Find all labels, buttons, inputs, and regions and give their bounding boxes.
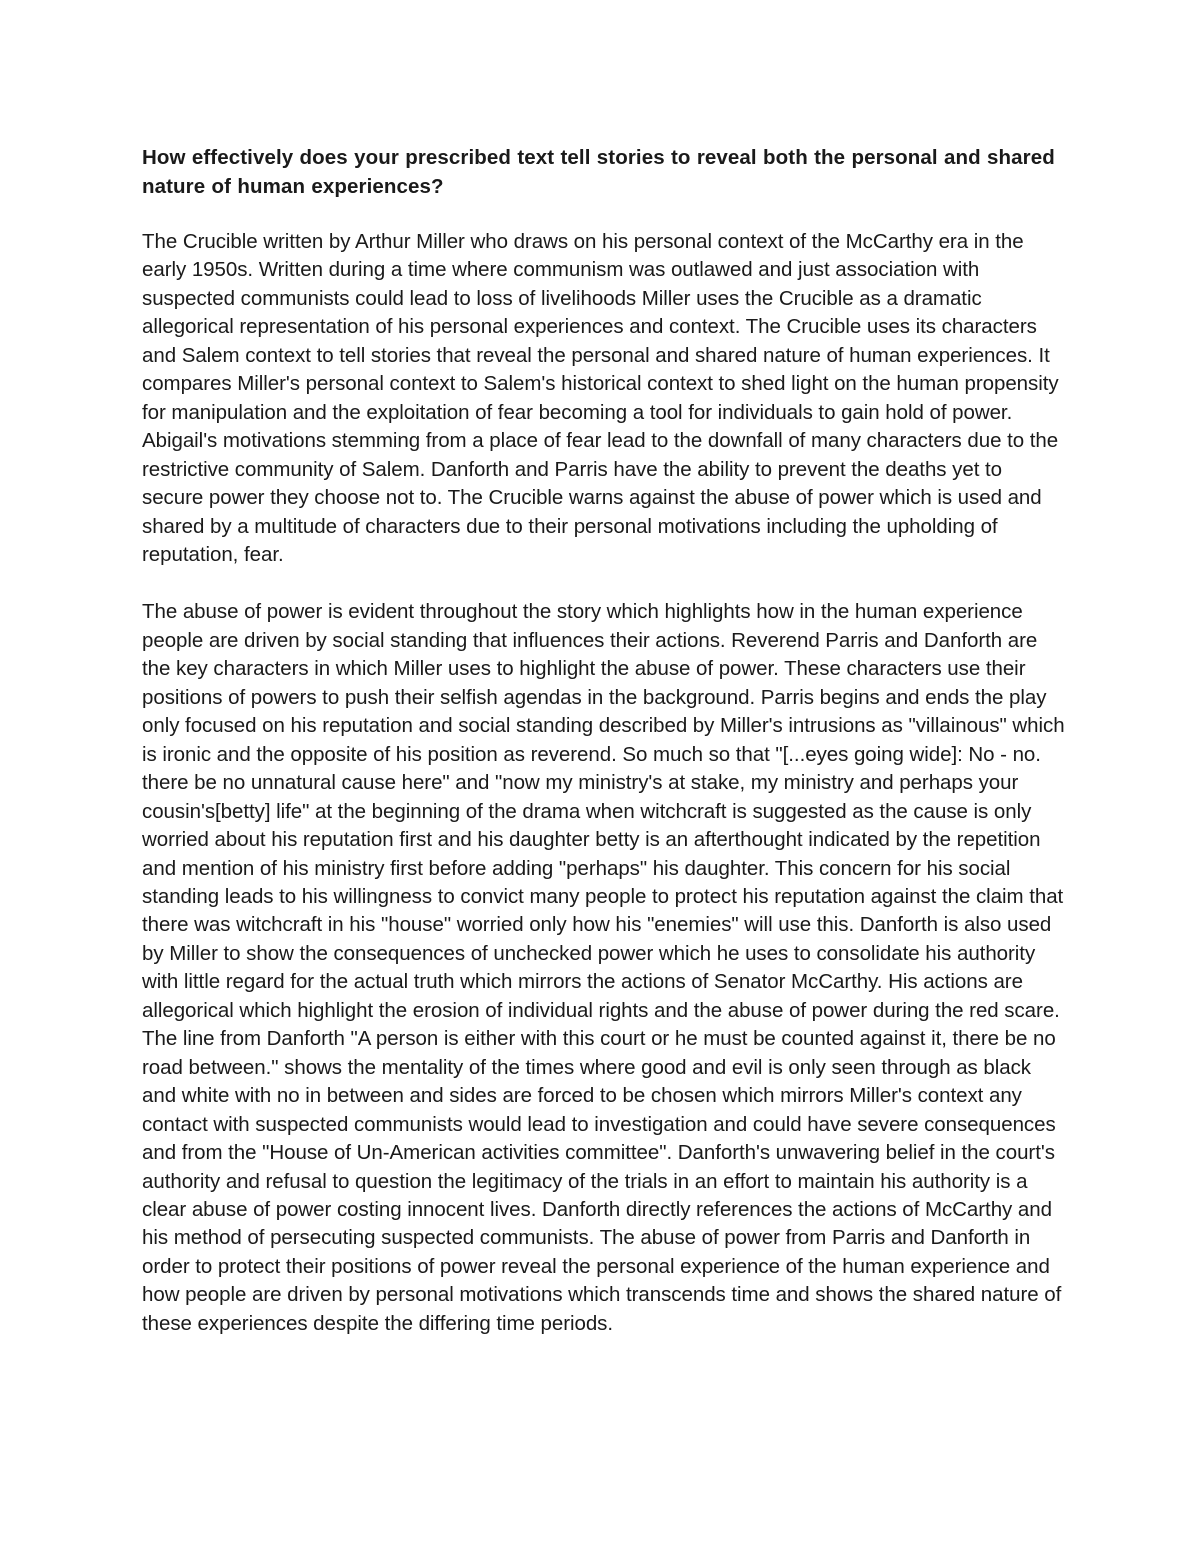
document-body bbox=[142, 143, 1067, 1338]
essay-question-heading: How effectively does your prescribed text tell stories to reveal both the personal and shared nature of human experiences? bbox=[142, 146, 1055, 198]
paragraph-introduction: The Crucible written by Arthur Miller who draws on his personal context of the McCarthy era in the early 1950s. Written during a time where communism was outlawed and just association with suspected communists could lead to loss of livelihoods Miller uses the Crucible as a dramatic allegorical representation of his personal experiences and context. The Crucible uses its characters and Salem context to tell stories that reveal the personal and shared nature of human experiences. It compares Miller's personal context to Salem's historical context to shed light on the human propensity for manipulation and the exploitation of fear becoming a tool for individuals to gain hold of power. Abigail's motivations stemming from a place of fear lead to the downfall of many characters due to the restrictive community of Salem. Danforth and Parris have the ability to prevent the deaths yet to secure power they choose not to. The Crucible warns against the abuse of power which is used and shared by a multitude of characters due to their personal motivations including the upholding of reputation, fear. bbox=[142, 230, 1059, 566]
paragraph-body: The abuse of power is evident throughout the story which highlights how in the human experience people are driven by social standing that influences their actions. Reverend Parris and Danforth are the key characters in which Miller uses to highlight the abuse of power. These characters use their positions of powers to push their selfish agendas in the background. Parris begins and ends the play only focused on his reputation and social standing described by Miller's intrusions as "villainous" which is ironic and the opposite of his position as reverend. So much so that "[...eyes going wide]: No - no. there be no unnatural cause here" and "now my ministry's at stake, my ministry and perhaps your cousin's[betty] life" at the beginning of the drama when witchcraft is suggested as the cause is only worried about his reputation first and his daughter betty is an afterthought indicated by the repetition and mention of his ministry first before adding "perhaps" his daughter. This concern for his social standing leads to his willingness to convict many people to protect his reputation against the claim that there was witchcraft in his "house" worried only how his "enemies" will use this. Danforth is also used by Miller to show the consequences of unchecked power which he uses to consolidate his authority with little regard for the actual truth which mirrors the actions of Senator McCarthy. His actions are allegorical which highlight the erosion of individual rights and the abuse of power during the red scare. The line from Danforth "A person is either with this court or he must be counted against it, there be no road between." shows the mentality of the times where good and evil is only seen through as black and white with no in between and sides are forced to be chosen which mirrors Miller's context any contact with suspected communists would lead to investigation and could have severe consequences and from the "House of Un-American activities committee". Danforth's unwavering belief in the court's authority and refusal to question the legitimacy of the trials in an effort to maintain his authority is a clear abuse of power costing innocent lives. Danforth directly references the actions of McCarthy and his method of persecuting suspected communists. The abuse of power from Parris and Danforth in order to protect their positions of power reveal the personal experience of the human experience and how people are driven by personal motivations which transcends time and shows the shared nature of these experiences despite the differing time periods. bbox=[142, 600, 1065, 1335]
